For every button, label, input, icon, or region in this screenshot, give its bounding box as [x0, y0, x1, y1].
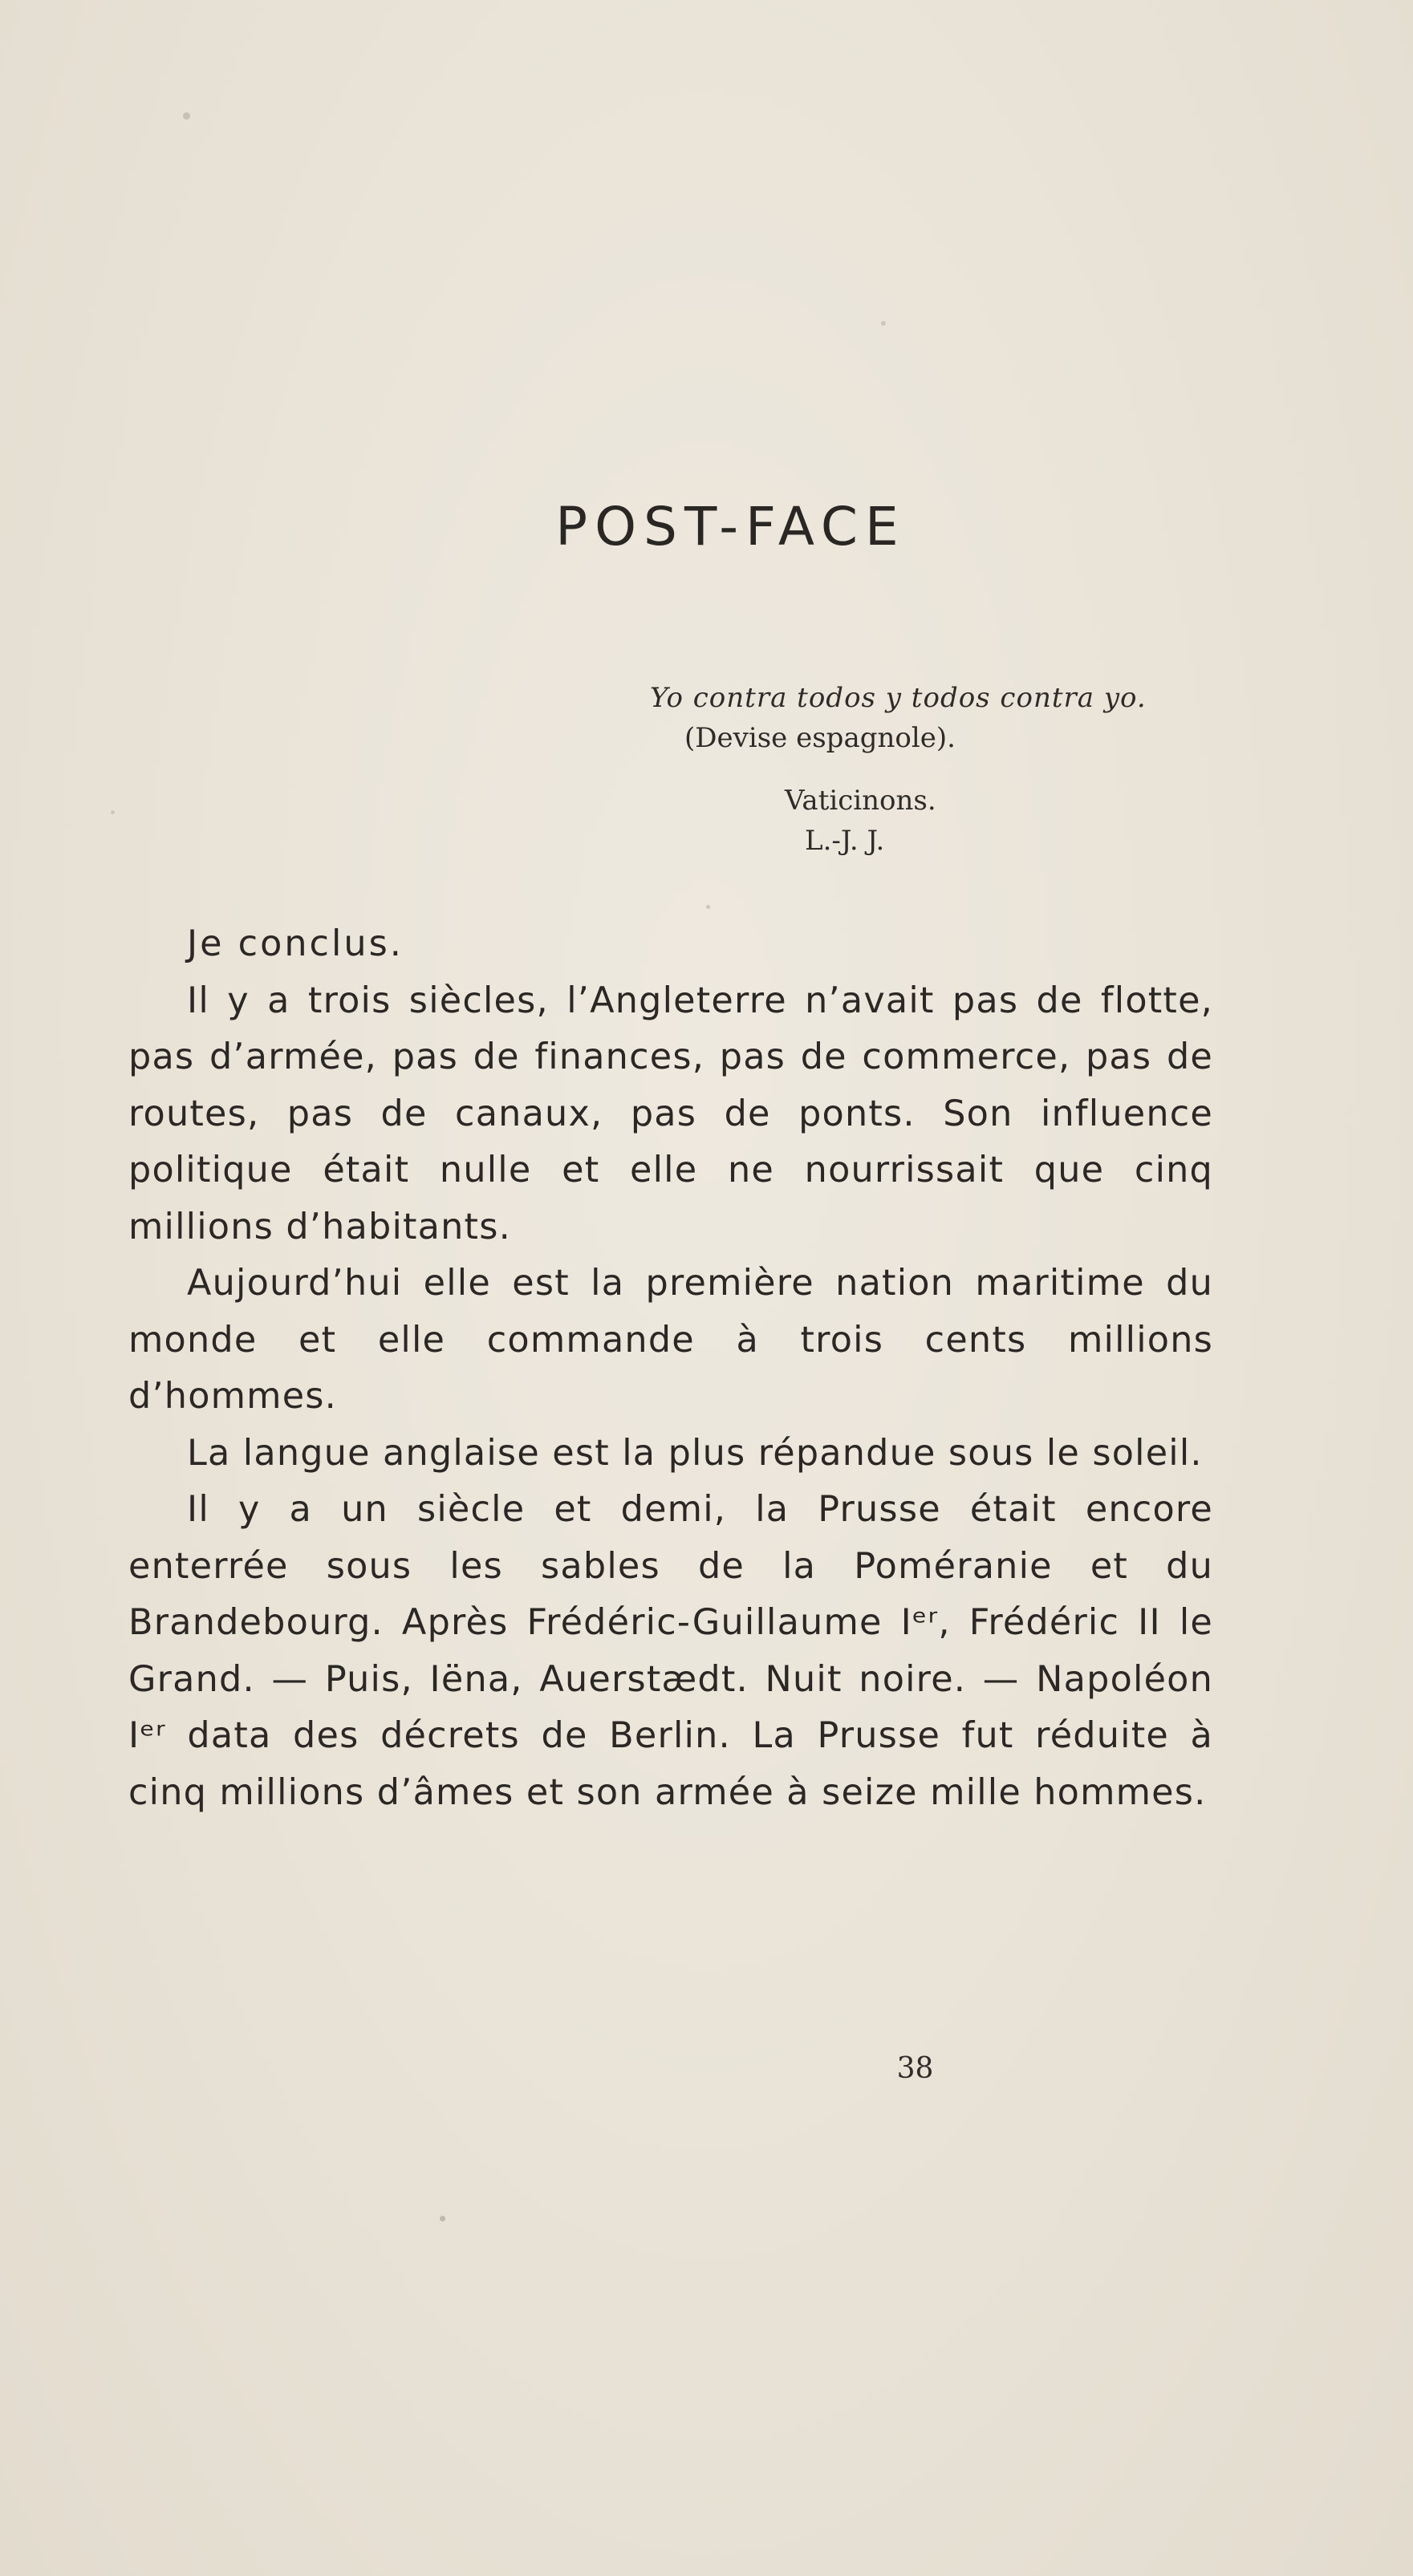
paragraph: Il y a un siècle et demi, la Prusse était encore enterrée sous les sables de la Poméranie et du Brandebourg. Après Frédéric-Guillaume Iᵉʳ, Frédéric II le Grand. — Puis, Iëna, Auerstædt. Nuit noire. — Napoléon Iᵉʳ data des décrets de Berlin. La Prusse fut réduite à cinq millions d’âmes et son armée à seize mille hommes.: [128, 1489, 1213, 1813]
page-number: 38: [896, 2052, 934, 2085]
epigraph: [650, 678, 1228, 861]
paragraph: Aujourd’hui elle est la première nation maritime du monde et elle commande à trois cents millions d’hommes.: [128, 1263, 1213, 1417]
paper-speck: [111, 810, 115, 814]
paragraph: Je conclus.: [187, 923, 404, 964]
body-text: [128, 916, 1213, 1821]
page-title: POST-FACE: [555, 496, 906, 558]
paper-speck: [183, 112, 190, 120]
paper-speck: [706, 905, 710, 909]
epigraph-source: (Devise espagnole).: [684, 722, 956, 754]
epigraph-signature: L.-J. J.: [805, 825, 885, 857]
epigraph-motto: Yo contra todos y todos contra yo.: [650, 682, 1147, 714]
paragraph: La langue anglaise est la plus répandue sous le soleil.: [187, 1432, 1203, 1474]
paragraph: Il y a trois siècles, l’Angleterre n’avait pas de flotte, pas d’armée, pas de finances, pas de commerce, pas de routes, pas de canaux, pas de ponts. Son influence politique était nulle et elle ne nourrissait que cinq millions d’habitants.: [128, 980, 1213, 1247]
paper-speck: [440, 2216, 445, 2221]
paper-speck: [881, 321, 886, 326]
epigraph-vaticinons: Vaticinons.: [785, 785, 936, 817]
